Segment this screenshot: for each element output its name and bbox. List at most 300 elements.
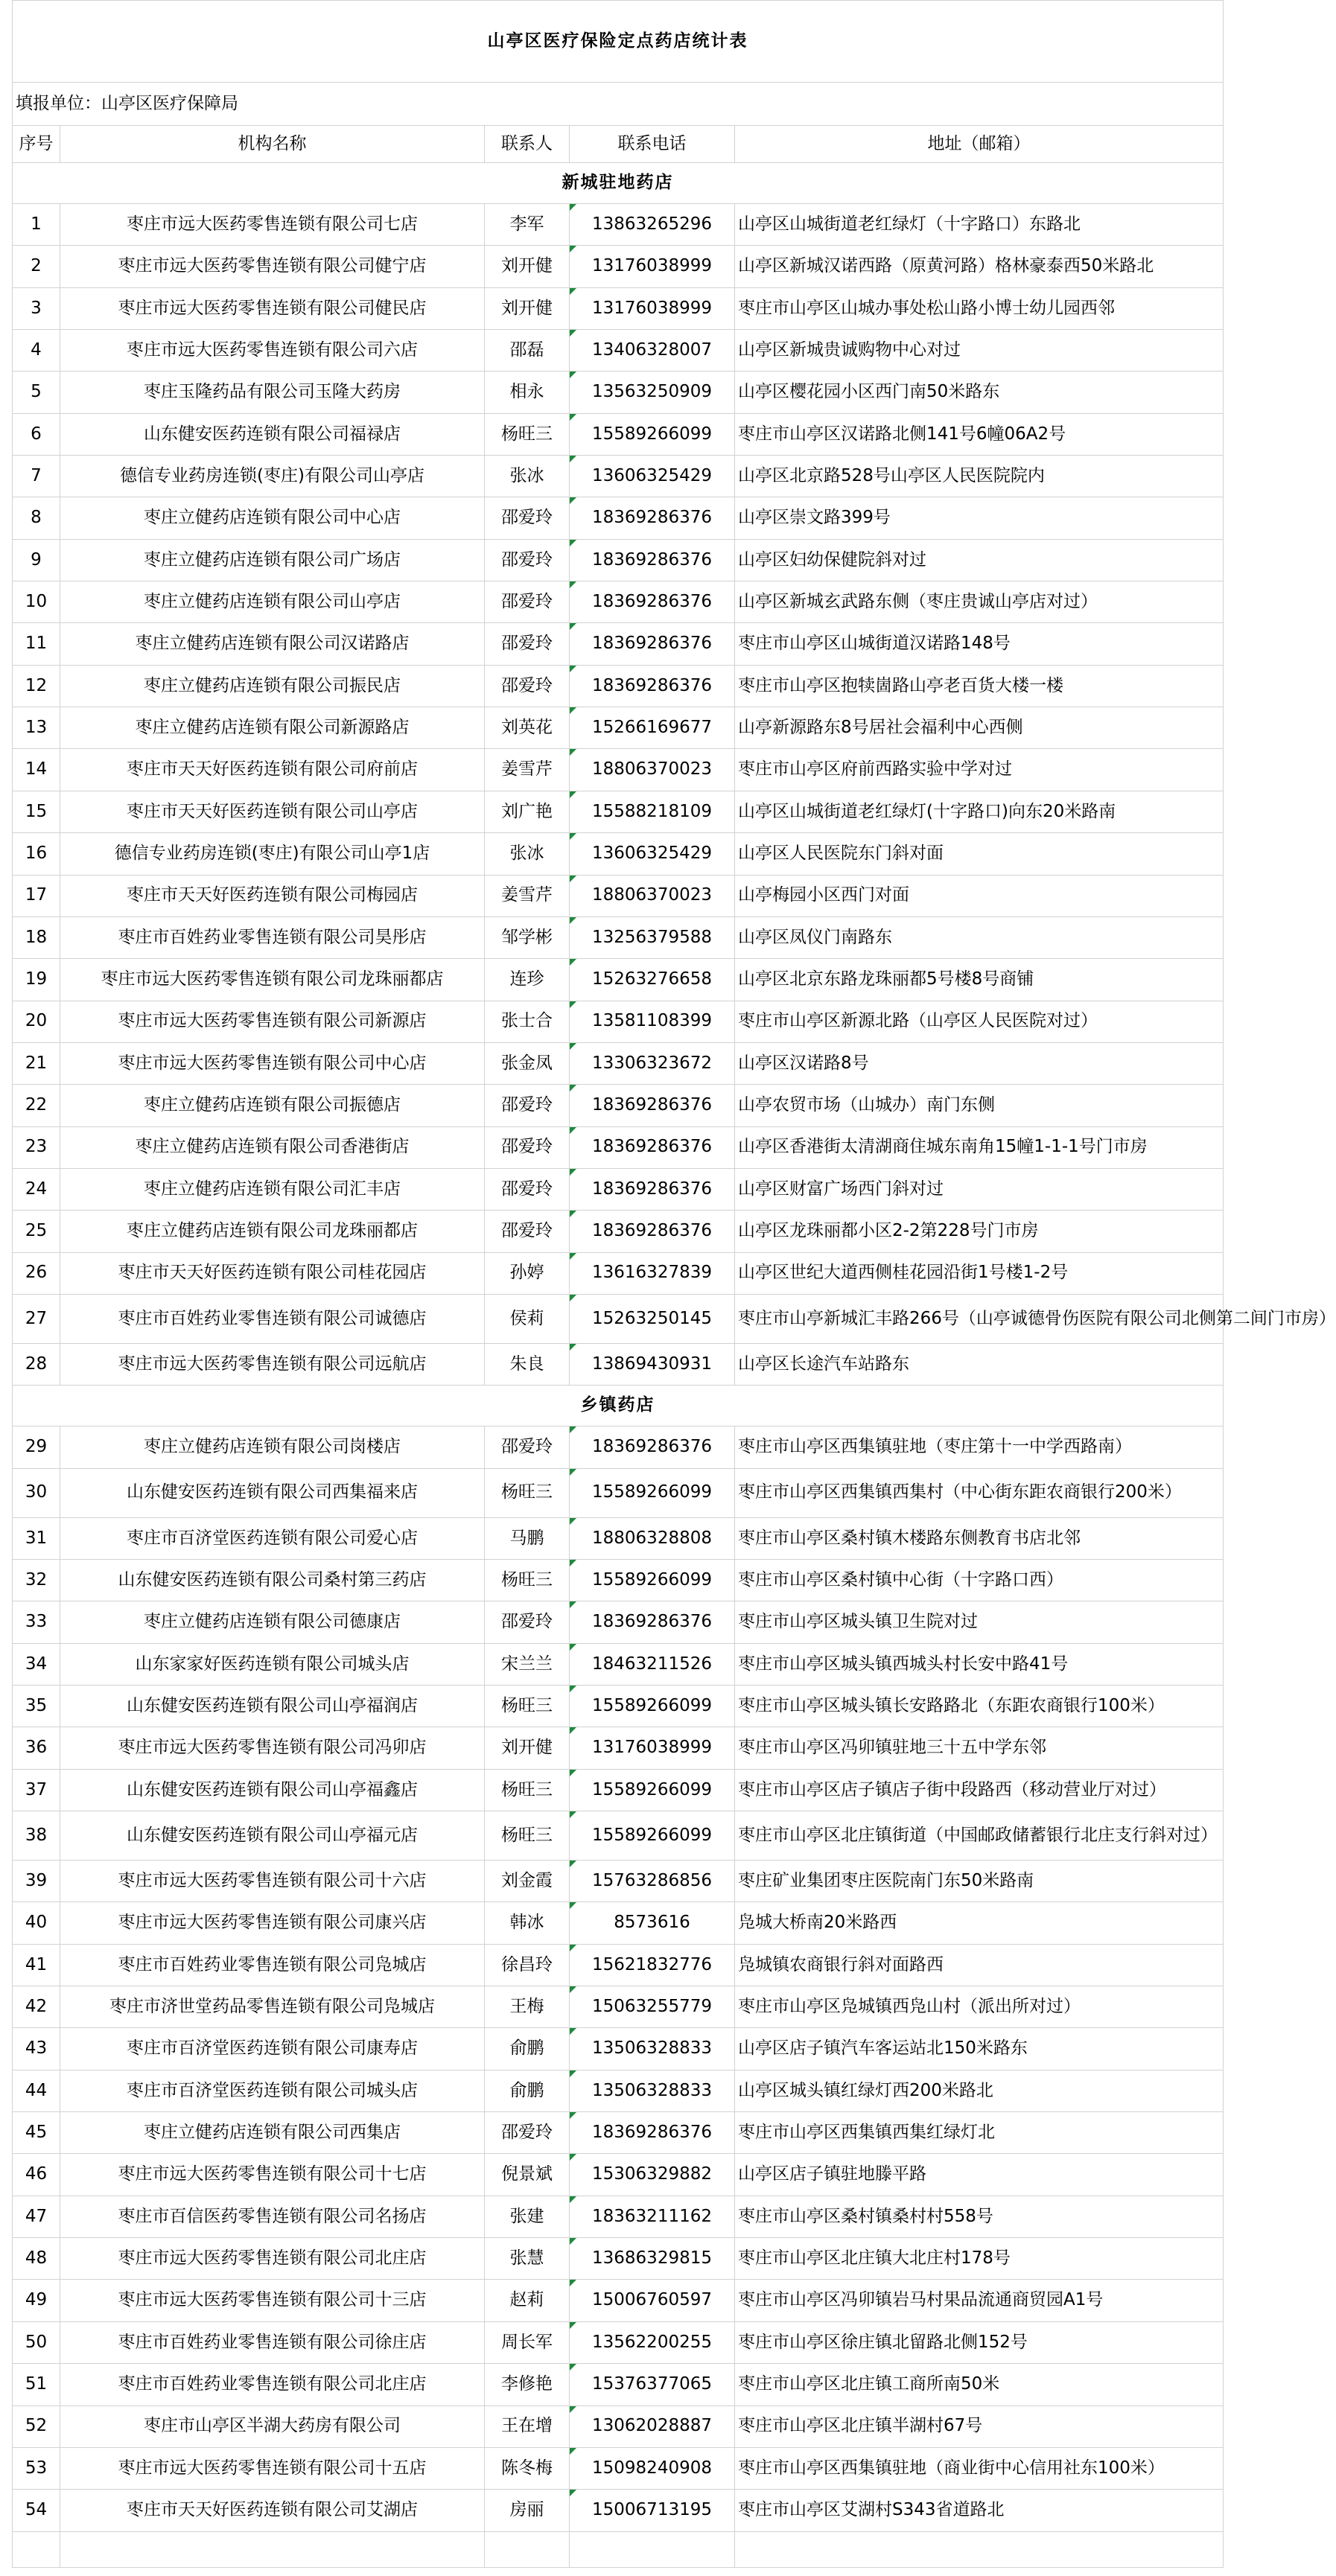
cell-name[interactable]: 枣庄市百姓药业零售连锁有限公司凫城店 <box>60 1944 485 1986</box>
cell-contact[interactable]: 刘金霞 <box>485 1861 570 1902</box>
blank-cell[interactable] <box>735 2531 1224 2567</box>
cell-phone[interactable] <box>570 1643 735 1685</box>
cell-phone[interactable] <box>570 959 735 1001</box>
cell-address[interactable]: 山亭区山城街道老红绿灯（十字路口）东路北 <box>735 204 1224 246</box>
table-row[interactable] <box>13 1559 1224 1601</box>
cell-contact[interactable]: 邵磊 <box>485 330 570 372</box>
cell-phone[interactable] <box>570 287 735 329</box>
table-row[interactable] <box>13 456 1224 497</box>
cell-address[interactable]: 山亭区人民医院东门斜对面 <box>735 833 1224 875</box>
cell-phone[interactable] <box>570 749 735 791</box>
cell-no[interactable]: 4 <box>13 330 60 372</box>
cell-contact[interactable]: 杨旺三 <box>485 1811 570 1861</box>
cell-name[interactable]: 枣庄立健药店连锁有限公司岗楼店 <box>60 1426 485 1468</box>
cell-address[interactable]: 山亭区店子镇驻地滕平路 <box>735 2154 1224 2196</box>
table-row[interactable] <box>13 497 1224 539</box>
cell-no[interactable]: 53 <box>13 2447 60 2489</box>
cell-name[interactable]: 枣庄市百济堂医药连锁有限公司康寿店 <box>60 2028 485 2070</box>
table-row[interactable] <box>13 2196 1224 2237</box>
cell-no[interactable]: 47 <box>13 2196 60 2237</box>
cell-name[interactable]: 枣庄市百济堂医药连锁有限公司城头店 <box>60 2070 485 2111</box>
cell-contact[interactable]: 王在增 <box>485 2406 570 2447</box>
table-row[interactable] <box>13 2154 1224 2196</box>
cell-no[interactable]: 14 <box>13 749 60 791</box>
cell-name[interactable]: 枣庄市远大医药零售连锁有限公司龙珠丽都店 <box>60 959 485 1001</box>
cell-no[interactable]: 19 <box>13 959 60 1001</box>
cell-name[interactable]: 枣庄市远大医药零售连锁有限公司六店 <box>60 330 485 372</box>
cell-address[interactable]: 山亭区新城贵诚购物中心对过 <box>735 330 1224 372</box>
cell-no[interactable]: 3 <box>13 287 60 329</box>
table-row[interactable] <box>13 539 1224 581</box>
cell-phone[interactable] <box>570 1126 735 1168</box>
cell-name[interactable]: 枣庄市远大医药零售连锁有限公司北庄店 <box>60 2238 485 2280</box>
table-row[interactable] <box>13 1686 1224 1727</box>
cell-no[interactable]: 34 <box>13 1643 60 1685</box>
cell-no[interactable]: 37 <box>13 1769 60 1811</box>
cell-address[interactable]: 枣庄市山亭区西集镇驻地（商业街中心信用社东100米） <box>735 2447 1224 2489</box>
cell-no[interactable]: 28 <box>13 1343 60 1385</box>
cell-contact[interactable]: 邵爱玲 <box>485 623 570 665</box>
table-row[interactable] <box>13 413 1224 455</box>
table-row[interactable] <box>13 2238 1224 2280</box>
cell-name[interactable]: 枣庄立健药店连锁有限公司振民店 <box>60 665 485 707</box>
table-row[interactable] <box>13 1426 1224 1468</box>
cell-no[interactable]: 48 <box>13 2238 60 2280</box>
cell-phone[interactable] <box>570 2490 735 2531</box>
cell-address[interactable]: 枣庄市山亭区抱犊崮路山亭老百货大楼一楼 <box>735 665 1224 707</box>
cell-no[interactable]: 25 <box>13 1211 60 1252</box>
cell-address[interactable]: 山亭区汉诺路8号 <box>735 1042 1224 1084</box>
table-row[interactable] <box>13 204 1224 246</box>
cell-name[interactable]: 枣庄市天天好医药连锁有限公司艾湖店 <box>60 2490 485 2531</box>
cell-phone[interactable] <box>570 2280 735 2321</box>
blank-cell[interactable] <box>13 2531 60 2567</box>
cell-contact[interactable]: 邵爱玲 <box>485 1126 570 1168</box>
table-row[interactable] <box>13 1001 1224 1042</box>
cell-address[interactable]: 枣庄市山亭区山城办事处松山路小博士幼儿园西邻 <box>735 287 1224 329</box>
table-row[interactable] <box>13 1211 1224 1252</box>
table-row[interactable] <box>13 665 1224 707</box>
cell-name[interactable]: 枣庄市远大医药零售连锁有限公司十六店 <box>60 1861 485 1902</box>
cell-name[interactable]: 枣庄立健药店连锁有限公司汇丰店 <box>60 1168 485 1210</box>
cell-contact[interactable]: 邵爱玲 <box>485 2112 570 2154</box>
cell-name[interactable]: 枣庄市天天好医药连锁有限公司桂花园店 <box>60 1252 485 1294</box>
cell-name[interactable]: 枣庄市远大医药零售连锁有限公司中心店 <box>60 1042 485 1084</box>
table-row[interactable] <box>13 2447 1224 2489</box>
cell-phone[interactable] <box>570 1468 735 1517</box>
cell-name[interactable]: 枣庄立健药店连锁有限公司德康店 <box>60 1601 485 1643</box>
table-row[interactable] <box>13 1986 1224 2028</box>
table-row[interactable] <box>13 2321 1224 2363</box>
cell-address[interactable]: 山亭区北京路528号山亭区人民医院院内 <box>735 456 1224 497</box>
table-row[interactable] <box>13 1468 1224 1517</box>
cell-no[interactable]: 30 <box>13 1468 60 1517</box>
cell-name[interactable]: 枣庄市百姓药业零售连锁有限公司徐庄店 <box>60 2321 485 2363</box>
cell-phone[interactable] <box>570 413 735 455</box>
cell-no[interactable]: 20 <box>13 1001 60 1042</box>
cell-address[interactable]: 枣庄市山亭区汉诺路北侧141号6幢06A2号 <box>735 413 1224 455</box>
table-row[interactable] <box>13 330 1224 372</box>
cell-name[interactable]: 山东健安医药连锁有限公司山亭福润店 <box>60 1686 485 1727</box>
cell-no[interactable]: 31 <box>13 1517 60 1559</box>
cell-contact[interactable]: 姜雪芹 <box>485 875 570 916</box>
cell-address[interactable]: 山亭区山城街道老红绿灯(十字路口)向东20米路南 <box>735 791 1224 832</box>
cell-name[interactable]: 枣庄立健药店连锁有限公司龙珠丽都店 <box>60 1211 485 1252</box>
cell-contact[interactable]: 张金凤 <box>485 1042 570 1084</box>
cell-no[interactable]: 46 <box>13 2154 60 2196</box>
cell-no[interactable]: 35 <box>13 1686 60 1727</box>
cell-no[interactable]: 18 <box>13 916 60 958</box>
cell-address[interactable]: 山亭区城头镇红绿灯西200米路北 <box>735 2070 1224 2111</box>
cell-phone[interactable] <box>570 665 735 707</box>
cell-address[interactable]: 山亭农贸市场（山城办）南门东侧 <box>735 1085 1224 1126</box>
cell-phone[interactable] <box>570 2154 735 2196</box>
cell-phone[interactable] <box>570 2447 735 2489</box>
cell-address[interactable]: 山亭区新城玄武路东侧（枣庄贵诚山亭店对过） <box>735 581 1224 623</box>
cell-address[interactable]: 山亭区凤仪门南路东 <box>735 916 1224 958</box>
cell-contact[interactable]: 周长军 <box>485 2321 570 2363</box>
cell-phone[interactable] <box>570 1769 735 1811</box>
cell-name[interactable]: 枣庄市远大医药零售连锁有限公司健宁店 <box>60 246 485 287</box>
cell-name[interactable]: 枣庄立健药店连锁有限公司西集店 <box>60 2112 485 2154</box>
cell-phone[interactable] <box>570 204 735 246</box>
cell-name[interactable]: 枣庄市济世堂药品零售连锁有限公司凫城店 <box>60 1986 485 2028</box>
cell-address[interactable]: 枣庄市山亭区西集镇西集村（中心街东距农商银行200米） <box>735 1468 1224 1517</box>
cell-address[interactable]: 山亭区香港街太清湖商住城东南角15幢1-1-1号门市房 <box>735 1126 1224 1168</box>
cell-address[interactable]: 枣庄市山亭区店子镇店子街中段路西（移动营业厅对过） <box>735 1769 1224 1811</box>
cell-contact[interactable]: 杨旺三 <box>485 1686 570 1727</box>
cell-name[interactable]: 枣庄立健药店连锁有限公司汉诺路店 <box>60 623 485 665</box>
cell-name[interactable]: 山东家家好医药连锁有限公司城头店 <box>60 1643 485 1685</box>
table-row[interactable] <box>13 2028 1224 2070</box>
cell-name[interactable]: 枣庄立健药店连锁有限公司广场店 <box>60 539 485 581</box>
cell-contact[interactable]: 陈冬梅 <box>485 2447 570 2489</box>
cell-name[interactable]: 枣庄市远大医药零售连锁有限公司七店 <box>60 204 485 246</box>
cell-no[interactable]: 44 <box>13 2070 60 2111</box>
cell-contact[interactable]: 相永 <box>485 372 570 413</box>
cell-phone[interactable] <box>570 1986 735 2028</box>
cell-no[interactable]: 45 <box>13 2112 60 2154</box>
cell-phone[interactable] <box>570 833 735 875</box>
table-row[interactable] <box>13 1126 1224 1168</box>
cell-no[interactable]: 7 <box>13 456 60 497</box>
cell-name[interactable]: 山东健安医药连锁有限公司山亭福元店 <box>60 1811 485 1861</box>
cell-contact[interactable]: 俞鹏 <box>485 2028 570 2070</box>
table-row[interactable] <box>13 1727 1224 1769</box>
cell-name[interactable]: 枣庄立健药店连锁有限公司中心店 <box>60 497 485 539</box>
cell-no[interactable]: 23 <box>13 1126 60 1168</box>
cell-address[interactable]: 山亭区崇文路399号 <box>735 497 1224 539</box>
cell-no[interactable]: 5 <box>13 372 60 413</box>
table-row[interactable] <box>13 2364 1224 2406</box>
cell-name[interactable]: 枣庄市远大医药零售连锁有限公司十五店 <box>60 2447 485 2489</box>
cell-no[interactable]: 9 <box>13 539 60 581</box>
cell-no[interactable]: 26 <box>13 1252 60 1294</box>
cell-contact[interactable]: 刘开健 <box>485 287 570 329</box>
cell-contact[interactable]: 邵爱玲 <box>485 1085 570 1126</box>
cell-no[interactable]: 33 <box>13 1601 60 1643</box>
table-row[interactable] <box>13 246 1224 287</box>
cell-contact[interactable]: 王梅 <box>485 1986 570 2028</box>
cell-contact[interactable]: 邵爱玲 <box>485 1601 570 1643</box>
cell-phone[interactable] <box>570 875 735 916</box>
table-row[interactable] <box>13 1343 1224 1385</box>
cell-contact[interactable]: 张冰 <box>485 456 570 497</box>
cell-no[interactable]: 24 <box>13 1168 60 1210</box>
cell-phone[interactable] <box>570 791 735 832</box>
cell-address[interactable]: 枣庄市山亭区城头镇卫生院对过 <box>735 1601 1224 1643</box>
cell-contact[interactable]: 邵爱玲 <box>485 1211 570 1252</box>
cell-name[interactable]: 枣庄市百信医药零售连锁有限公司名扬店 <box>60 2196 485 2237</box>
cell-address[interactable]: 山亭新源路东8号居社会福利中心西侧 <box>735 707 1224 749</box>
cell-phone[interactable] <box>570 1085 735 1126</box>
cell-name[interactable]: 枣庄市百济堂医药连锁有限公司爱心店 <box>60 1517 485 1559</box>
cell-contact[interactable]: 杨旺三 <box>485 1468 570 1517</box>
table-row[interactable] <box>13 1902 1224 1944</box>
cell-address[interactable]: 枣庄市山亭区北庄镇半湖村67号 <box>735 2406 1224 2447</box>
cell-name[interactable]: 枣庄市天天好医药连锁有限公司府前店 <box>60 749 485 791</box>
cell-phone[interactable] <box>570 539 735 581</box>
cell-phone[interactable] <box>570 1211 735 1252</box>
cell-address[interactable]: 山亭区财富广场西门斜对过 <box>735 1168 1224 1210</box>
cell-contact[interactable]: 邵爱玲 <box>485 581 570 623</box>
table-row[interactable] <box>13 1643 1224 1685</box>
cell-phone[interactable] <box>570 1343 735 1385</box>
cell-address[interactable]: 枣庄市山亭区城头镇长安路路北（东距农商银行100米） <box>735 1686 1224 1727</box>
cell-no[interactable]: 54 <box>13 2490 60 2531</box>
cell-contact[interactable]: 赵莉 <box>485 2280 570 2321</box>
cell-address[interactable]: 枣庄市山亭区凫城镇西凫山村（派出所对过） <box>735 1986 1224 2028</box>
cell-contact[interactable]: 杨旺三 <box>485 1769 570 1811</box>
cell-contact[interactable]: 张建 <box>485 2196 570 2237</box>
cell-no[interactable]: 29 <box>13 1426 60 1468</box>
table-row[interactable] <box>13 707 1224 749</box>
cell-no[interactable]: 22 <box>13 1085 60 1126</box>
cell-no[interactable]: 36 <box>13 1727 60 1769</box>
cell-name[interactable]: 枣庄市百姓药业零售连锁有限公司昊彤店 <box>60 916 485 958</box>
table-row[interactable] <box>13 1769 1224 1811</box>
cell-phone[interactable] <box>570 623 735 665</box>
cell-name[interactable]: 枣庄立健药店连锁有限公司香港街店 <box>60 1126 485 1168</box>
cell-address[interactable]: 枣庄矿业集团枣庄医院南门东50米路南 <box>735 1861 1224 1902</box>
cell-contact[interactable]: 李修艳 <box>485 2364 570 2406</box>
table-row[interactable] <box>13 1601 1224 1643</box>
cell-phone[interactable] <box>570 2112 735 2154</box>
cell-address[interactable]: 凫城镇农商银行斜对面路西 <box>735 1944 1224 1986</box>
cell-contact[interactable]: 邵爱玲 <box>485 497 570 539</box>
cell-address[interactable]: 枣庄市山亭区桑村镇木楼路东侧教育书店北邻 <box>735 1517 1224 1559</box>
cell-phone[interactable] <box>570 1517 735 1559</box>
cell-contact[interactable]: 邹学彬 <box>485 916 570 958</box>
cell-phone[interactable] <box>570 1168 735 1210</box>
cell-no[interactable]: 15 <box>13 791 60 832</box>
cell-address[interactable]: 枣庄市山亭区北庄镇大北庄村178号 <box>735 2238 1224 2280</box>
cell-phone[interactable] <box>570 2321 735 2363</box>
cell-phone[interactable] <box>570 1559 735 1601</box>
table-row[interactable] <box>13 372 1224 413</box>
cell-address[interactable]: 枣庄市山亭区桑村镇中心街（十字路口西） <box>735 1559 1224 1601</box>
cell-contact[interactable]: 马鹏 <box>485 1517 570 1559</box>
cell-no[interactable]: 38 <box>13 1811 60 1861</box>
cell-name[interactable]: 德信专业药房连锁(枣庄)有限公司山亭店 <box>60 456 485 497</box>
cell-name[interactable]: 枣庄市远大医药零售连锁有限公司十七店 <box>60 2154 485 2196</box>
cell-no[interactable]: 1 <box>13 204 60 246</box>
cell-contact[interactable]: 刘开健 <box>485 1727 570 1769</box>
table-row[interactable] <box>13 581 1224 623</box>
cell-no[interactable]: 6 <box>13 413 60 455</box>
cell-no[interactable]: 43 <box>13 2028 60 2070</box>
table-row[interactable] <box>13 1168 1224 1210</box>
table-row[interactable] <box>13 1252 1224 1294</box>
cell-address[interactable]: 山亭区店子镇汽车客运站北150米路东 <box>735 2028 1224 2070</box>
cell-no[interactable]: 27 <box>13 1294 60 1343</box>
cell-contact[interactable]: 刘开健 <box>485 246 570 287</box>
cell-contact[interactable]: 宋兰兰 <box>485 1643 570 1685</box>
cell-contact[interactable]: 邵爱玲 <box>485 1168 570 1210</box>
cell-name[interactable]: 枣庄立健药店连锁有限公司山亭店 <box>60 581 485 623</box>
table-row[interactable] <box>13 2490 1224 2531</box>
cell-name[interactable]: 枣庄市远大医药零售连锁有限公司冯卯店 <box>60 1727 485 1769</box>
cell-phone[interactable] <box>570 2196 735 2237</box>
cell-phone[interactable] <box>570 1811 735 1861</box>
cell-no[interactable]: 39 <box>13 1861 60 1902</box>
cell-no[interactable]: 10 <box>13 581 60 623</box>
cell-phone[interactable] <box>570 1001 735 1042</box>
cell-contact[interactable]: 邵爱玲 <box>485 539 570 581</box>
cell-contact[interactable]: 连珍 <box>485 959 570 1001</box>
cell-phone[interactable] <box>570 2238 735 2280</box>
cell-contact[interactable]: 邵爱玲 <box>485 1426 570 1468</box>
cell-address[interactable]: 山亭区北京东路龙珠丽都5号楼8号商铺 <box>735 959 1224 1001</box>
cell-phone[interactable] <box>570 1861 735 1902</box>
cell-no[interactable]: 17 <box>13 875 60 916</box>
table-row[interactable] <box>13 1861 1224 1902</box>
cell-phone[interactable] <box>570 246 735 287</box>
table-row[interactable] <box>13 1944 1224 1986</box>
cell-phone[interactable] <box>570 1686 735 1727</box>
cell-address[interactable]: 枣庄市山亭区徐庄镇北留路北侧152号 <box>735 2321 1224 2363</box>
cell-address[interactable]: 山亭区长途汽车站路东 <box>735 1343 1224 1385</box>
blank-cell[interactable] <box>570 2531 735 2567</box>
cell-name[interactable]: 山东健安医药连锁有限公司福禄店 <box>60 413 485 455</box>
cell-phone[interactable] <box>570 2028 735 2070</box>
cell-address[interactable]: 枣庄市山亭区冯卯镇岩马村果品流通商贸园A1号 <box>735 2280 1224 2321</box>
cell-name[interactable]: 枣庄立健药店连锁有限公司振德店 <box>60 1085 485 1126</box>
cell-name[interactable]: 枣庄玉隆药品有限公司玉隆大药房 <box>60 372 485 413</box>
cell-no[interactable]: 2 <box>13 246 60 287</box>
cell-phone[interactable] <box>570 916 735 958</box>
cell-address[interactable]: 枣庄市山亭区西集镇驻地（枣庄第十一中学西路南） <box>735 1426 1224 1468</box>
cell-no[interactable]: 8 <box>13 497 60 539</box>
cell-no[interactable]: 11 <box>13 623 60 665</box>
cell-name[interactable]: 山东健安医药连锁有限公司西集福来店 <box>60 1468 485 1517</box>
cell-contact[interactable]: 朱良 <box>485 1343 570 1385</box>
cell-contact[interactable]: 韩冰 <box>485 1902 570 1944</box>
cell-name[interactable]: 枣庄立健药店连锁有限公司新源路店 <box>60 707 485 749</box>
table-row[interactable] <box>13 287 1224 329</box>
cell-address[interactable]: 枣庄市山亭区西集镇西集红绿灯北 <box>735 2112 1224 2154</box>
table-row[interactable] <box>13 875 1224 916</box>
cell-contact[interactable]: 房丽 <box>485 2490 570 2531</box>
table-row[interactable] <box>13 916 1224 958</box>
cell-phone[interactable] <box>570 1042 735 1084</box>
cell-no[interactable]: 21 <box>13 1042 60 1084</box>
table-row[interactable] <box>13 2112 1224 2154</box>
cell-contact[interactable]: 刘广艳 <box>485 791 570 832</box>
table-row[interactable] <box>13 1085 1224 1126</box>
cell-phone[interactable] <box>570 2070 735 2111</box>
cell-name[interactable]: 枣庄市远大医药零售连锁有限公司新源店 <box>60 1001 485 1042</box>
cell-contact[interactable]: 李军 <box>485 204 570 246</box>
table-row[interactable] <box>13 959 1224 1001</box>
cell-phone[interactable] <box>570 1902 735 1944</box>
cell-address[interactable]: 山亭区妇幼保健院斜对过 <box>735 539 1224 581</box>
cell-contact[interactable]: 侯莉 <box>485 1294 570 1343</box>
cell-address[interactable]: 枣庄市山亭区北庄镇街道（中国邮政储蓄银行北庄支行斜对过） <box>735 1811 1224 1861</box>
cell-contact[interactable]: 张慧 <box>485 2238 570 2280</box>
cell-address[interactable]: 枣庄市山亭区艾湖村S343省道路北 <box>735 2490 1224 2531</box>
cell-phone[interactable] <box>570 330 735 372</box>
cell-phone[interactable] <box>570 2364 735 2406</box>
cell-contact[interactable]: 张士合 <box>485 1001 570 1042</box>
table-row[interactable] <box>13 2406 1224 2447</box>
cell-address[interactable]: 山亭区新城汉诺西路（原黄河路）格林豪泰西50米路北 <box>735 246 1224 287</box>
cell-name[interactable]: 枣庄市天天好医药连锁有限公司梅园店 <box>60 875 485 916</box>
cell-address[interactable]: 枣庄市山亭区新源北路（山亭区人民医院对过） <box>735 1001 1224 1042</box>
cell-contact[interactable]: 徐昌玲 <box>485 1944 570 1986</box>
table-row[interactable] <box>13 749 1224 791</box>
cell-no[interactable]: 12 <box>13 665 60 707</box>
table-row[interactable] <box>13 1811 1224 1861</box>
table-row[interactable] <box>13 623 1224 665</box>
cell-name[interactable]: 德信专业药房连锁(枣庄)有限公司山亭1店 <box>60 833 485 875</box>
cell-contact[interactable]: 姜雪芹 <box>485 749 570 791</box>
cell-name[interactable]: 枣庄市远大医药零售连锁有限公司健民店 <box>60 287 485 329</box>
cell-address[interactable]: 枣庄市山亭区北庄镇工商所南50米 <box>735 2364 1224 2406</box>
cell-no[interactable]: 40 <box>13 1902 60 1944</box>
table-row[interactable] <box>13 1042 1224 1084</box>
cell-address[interactable]: 枣庄市山亭区城头镇西城头村长安中路41号 <box>735 1643 1224 1685</box>
cell-address[interactable]: 枣庄市山亭区桑村镇桑村村558号 <box>735 2196 1224 2237</box>
cell-phone[interactable] <box>570 1727 735 1769</box>
cell-name[interactable]: 枣庄市天天好医药连锁有限公司山亭店 <box>60 791 485 832</box>
cell-phone[interactable] <box>570 372 735 413</box>
cell-address[interactable]: 枣庄市山亭区府前西路实验中学对过 <box>735 749 1224 791</box>
cell-contact[interactable]: 张冰 <box>485 833 570 875</box>
cell-phone[interactable] <box>570 2406 735 2447</box>
cell-contact[interactable]: 刘英花 <box>485 707 570 749</box>
cell-name[interactable]: 枣庄市百姓药业零售连锁有限公司北庄店 <box>60 2364 485 2406</box>
cell-phone[interactable] <box>570 456 735 497</box>
cell-name[interactable]: 山东健安医药连锁有限公司桑村第三药店 <box>60 1559 485 1601</box>
cell-contact[interactable]: 倪景斌 <box>485 2154 570 2196</box>
cell-address[interactable]: 山亭区龙珠丽都小区2-2第228号门市房 <box>735 1211 1224 1252</box>
cell-phone[interactable] <box>570 497 735 539</box>
cell-phone[interactable] <box>570 1601 735 1643</box>
table-row[interactable] <box>13 1294 1224 1343</box>
blank-cell[interactable] <box>485 2531 570 2567</box>
table-row[interactable] <box>13 2070 1224 2111</box>
cell-name[interactable]: 山东健安医药连锁有限公司山亭福鑫店 <box>60 1769 485 1811</box>
cell-phone[interactable] <box>570 1426 735 1468</box>
cell-contact[interactable]: 杨旺三 <box>485 413 570 455</box>
cell-address[interactable]: 山亭区世纪大道西侧桂花园沿街1号楼1-2号 <box>735 1252 1224 1294</box>
cell-address[interactable]: 凫城大桥南20米路西 <box>735 1902 1224 1944</box>
table-row[interactable] <box>13 2280 1224 2321</box>
cell-contact[interactable]: 俞鹏 <box>485 2070 570 2111</box>
cell-no[interactable]: 52 <box>13 2406 60 2447</box>
table-row[interactable] <box>13 1517 1224 1559</box>
